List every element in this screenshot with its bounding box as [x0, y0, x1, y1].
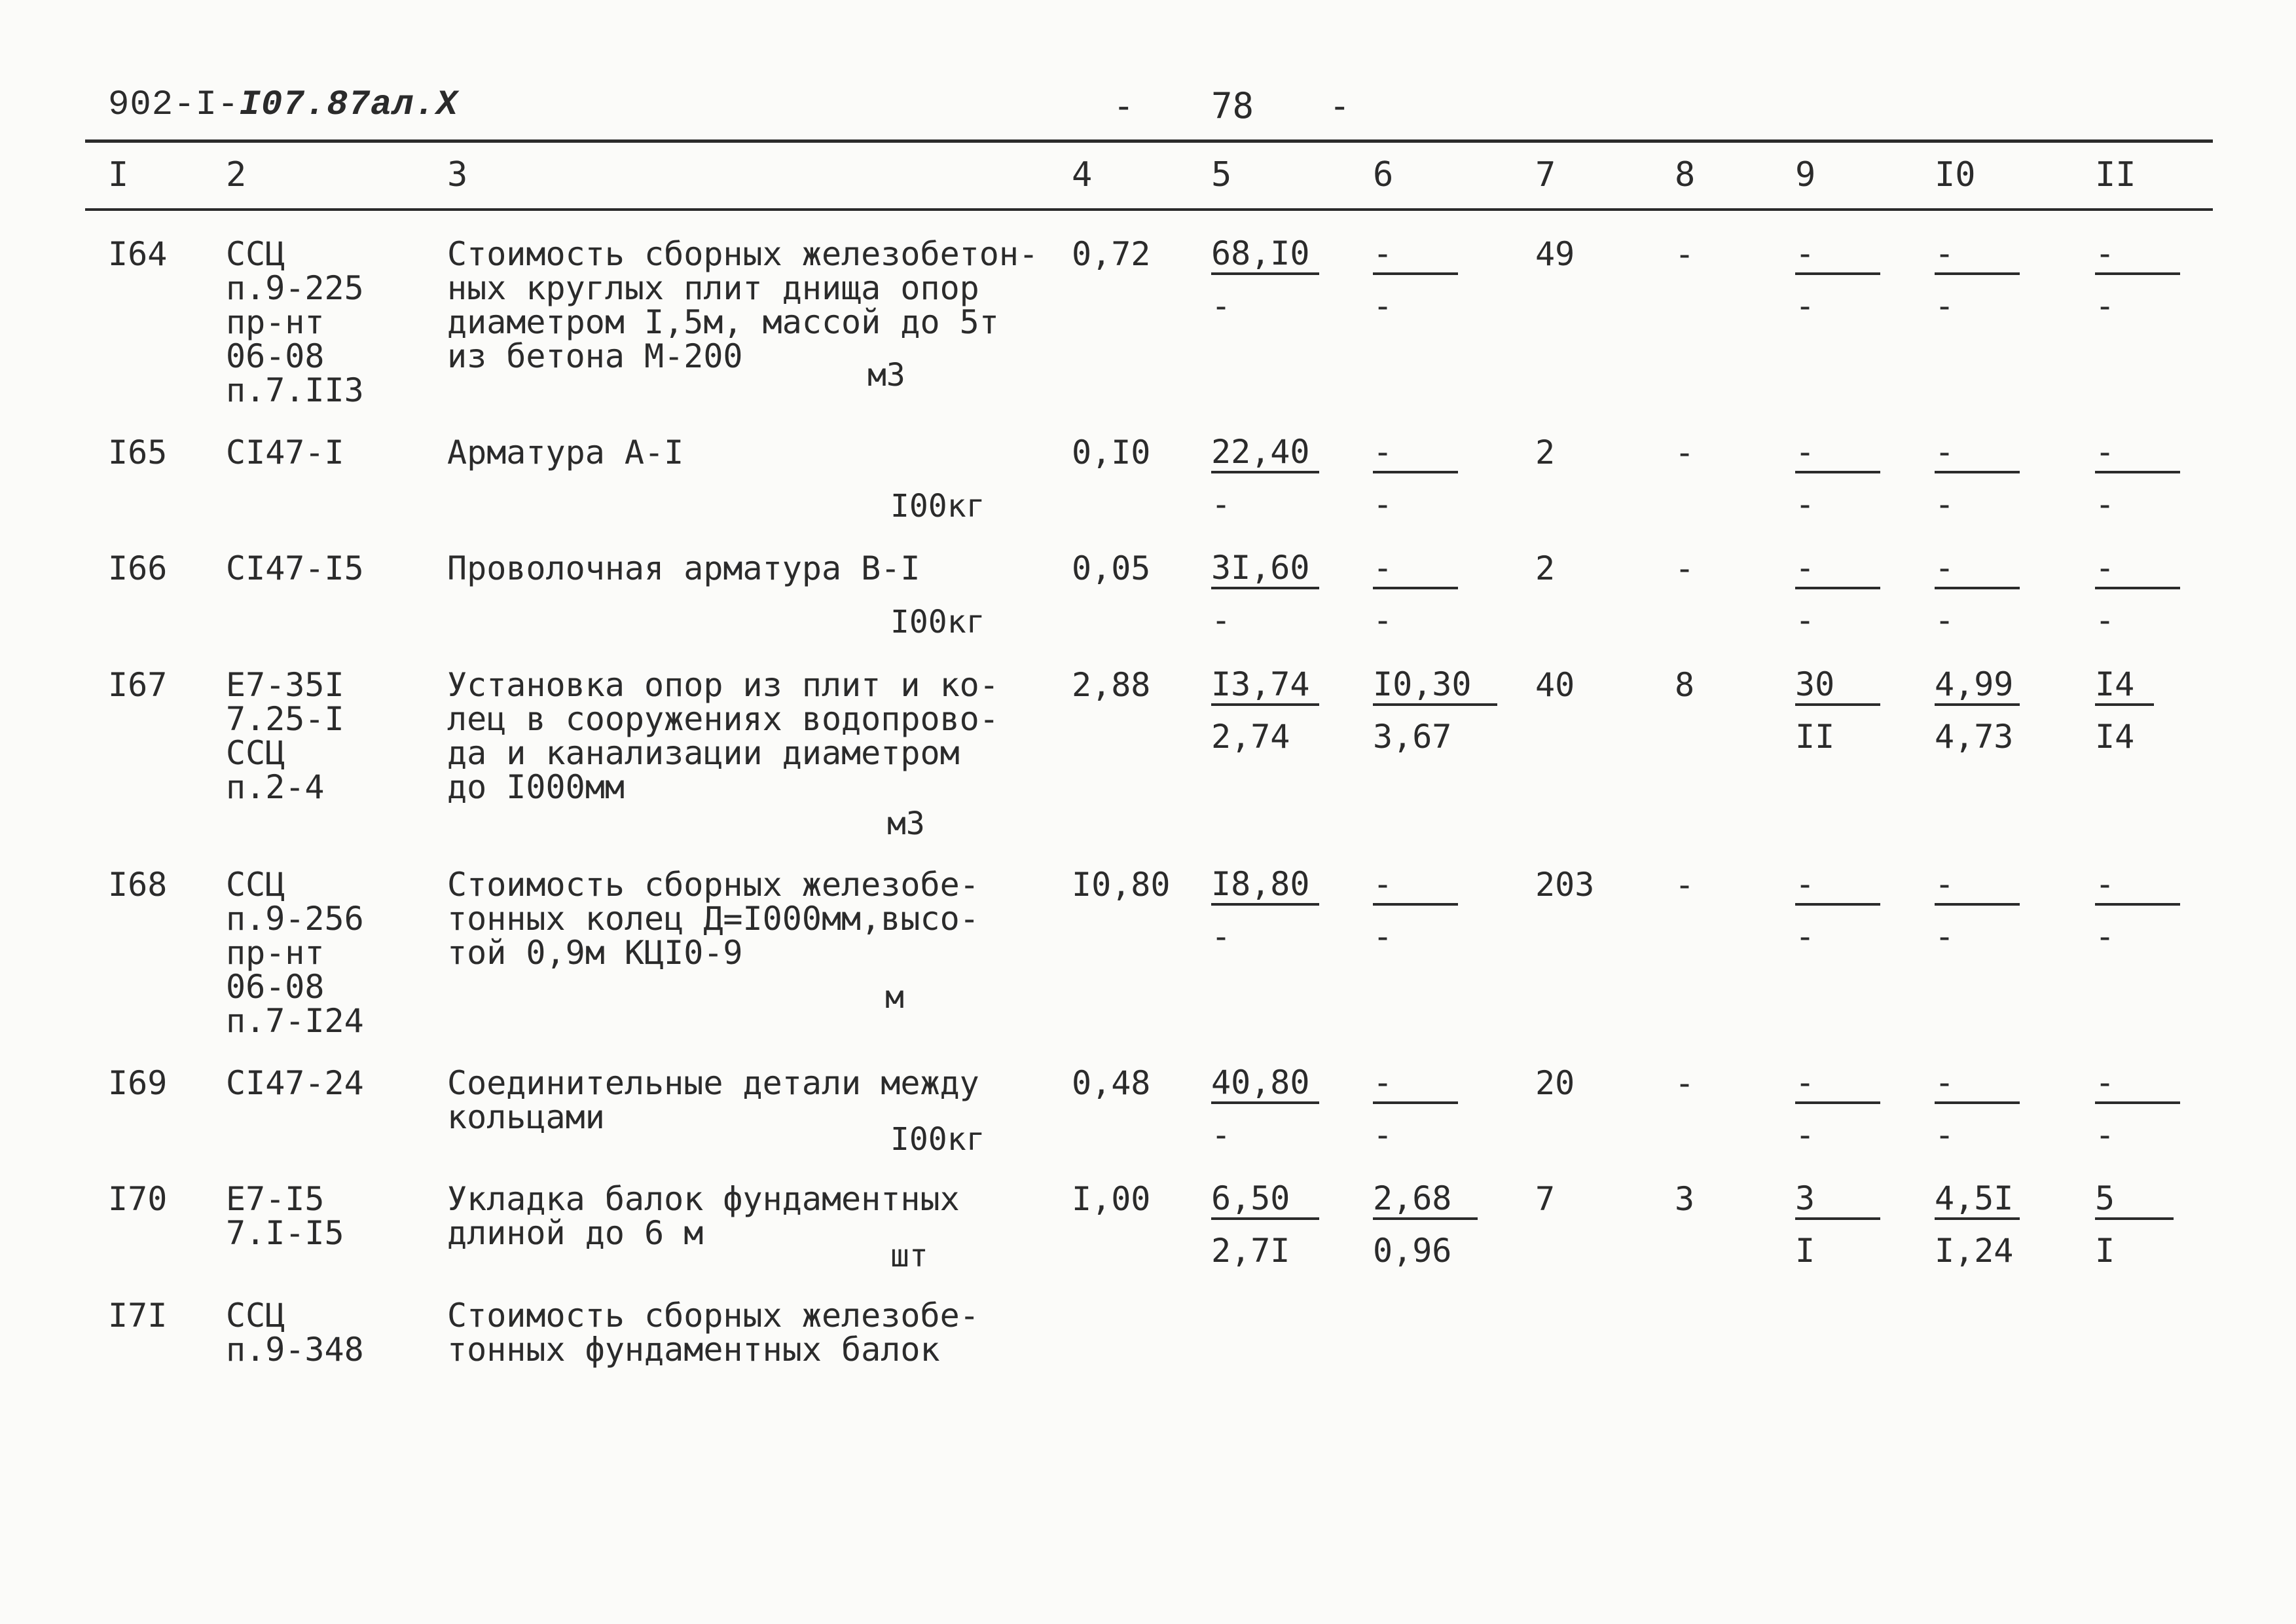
- fraction-c9: [1795, 665, 1880, 756]
- fraction-numerator: -: [1935, 865, 1955, 903]
- fraction-bar: [1211, 272, 1319, 275]
- measure-unit: м3: [867, 357, 905, 394]
- fraction-bar: [1935, 587, 2020, 589]
- fraction-numerator: -: [2095, 1063, 2115, 1101]
- fraction-denominator: -: [1373, 485, 1393, 523]
- fraction-bar: [1211, 471, 1319, 473]
- fraction-numerator: -: [1795, 865, 1815, 903]
- fraction-denominator: -: [1211, 1116, 1231, 1154]
- fraction-bar: [1211, 1101, 1319, 1104]
- norm-code: CI47-24: [226, 1064, 364, 1102]
- row-number: I68: [108, 866, 168, 904]
- quantity: 0,48: [1072, 1064, 1151, 1102]
- row-number: I69: [108, 1064, 168, 1102]
- fraction-denominator: -: [2095, 601, 2115, 639]
- fraction-c5: [1211, 1179, 1319, 1270]
- fraction-bar: [1935, 903, 2020, 906]
- fraction-c6: [1373, 1063, 1458, 1154]
- fraction-c5: [1211, 435, 1319, 521]
- fraction-denominator: -: [2095, 287, 2115, 325]
- fraction-numerator: -: [2095, 865, 2115, 903]
- fraction-denominator: -: [2095, 917, 2115, 955]
- measure-unit: м3: [887, 805, 925, 842]
- fraction-denominator: I: [2095, 1232, 2115, 1270]
- fraction-c10: [1935, 1179, 2020, 1270]
- fraction-c11: [2095, 551, 2180, 637]
- document-code-suffix: I07.87ал.X: [239, 85, 458, 125]
- fraction-denominator: -: [1795, 1116, 1815, 1154]
- fraction-denominator: II: [1795, 718, 1835, 756]
- fraction-numerator: -: [1795, 1063, 1815, 1101]
- column-header-3: 3: [447, 155, 468, 194]
- fraction-bar: [2095, 1101, 2180, 1104]
- fraction-c9: [1795, 865, 1880, 955]
- fraction-c5: [1211, 665, 1319, 756]
- fraction-denominator: 2,74: [1211, 718, 1290, 756]
- fraction-c10: [1935, 665, 2020, 756]
- fraction-c6: [1373, 551, 1458, 637]
- fraction-numerator: -: [1795, 549, 1815, 587]
- fraction-c10: [1935, 551, 2020, 637]
- quantity: 0,72: [1072, 235, 1151, 273]
- fraction-c9: [1795, 435, 1880, 521]
- fraction-numerator: 3: [1795, 1179, 1815, 1217]
- fraction-denominator: -: [1795, 287, 1815, 325]
- fraction-denominator: -: [1795, 601, 1815, 639]
- fraction-numerator: -: [1373, 865, 1393, 903]
- fraction-c5: [1211, 865, 1319, 955]
- fraction-numerator: -: [1795, 433, 1815, 471]
- fraction-numerator: -: [1373, 234, 1393, 272]
- work-description: Соединительные детали между кольцами: [447, 1064, 979, 1136]
- fraction-denominator: -: [1935, 1116, 1955, 1154]
- measure-unit: I00кг: [890, 1121, 985, 1158]
- fraction-bar: [2095, 1217, 2174, 1220]
- fraction-c6: [1373, 865, 1458, 955]
- col8-value: -: [1675, 866, 1695, 904]
- fraction-numerator: I8,80: [1211, 865, 1310, 903]
- fraction-numerator: 6,50: [1211, 1179, 1290, 1217]
- fraction-denominator: -: [1373, 601, 1393, 639]
- fraction-c11: [2095, 865, 2180, 955]
- fraction-numerator: -: [1373, 549, 1393, 587]
- fraction-c10: [1935, 1063, 2020, 1154]
- page-number: 78: [1211, 85, 1254, 126]
- fraction-numerator: 3I,60: [1211, 549, 1310, 587]
- work-description: Проволочная арматура В-I: [447, 549, 920, 587]
- col7-value: 20: [1535, 1064, 1575, 1102]
- fraction-bar: [1373, 1217, 1478, 1220]
- fraction-denominator: -: [1373, 1116, 1393, 1154]
- fraction-bar: [1795, 587, 1880, 589]
- fraction-denominator: -: [1211, 601, 1231, 639]
- fraction-bar: [1795, 703, 1880, 706]
- fraction-bar: [1211, 703, 1319, 706]
- fraction-bar: [2095, 903, 2180, 906]
- fraction-bar: [1795, 471, 1880, 473]
- fraction-numerator: -: [1373, 1063, 1393, 1101]
- col8-value: 8: [1675, 666, 1695, 704]
- document-code: [108, 85, 458, 125]
- fraction-c6: [1373, 435, 1458, 521]
- fraction-bar: [1373, 587, 1458, 589]
- fraction-numerator: -: [1935, 1063, 1955, 1101]
- fraction-denominator: -: [1211, 485, 1231, 523]
- fraction-bar: [1795, 1101, 1880, 1104]
- column-header-2: 2: [226, 155, 247, 194]
- fraction-denominator: -: [1795, 917, 1815, 955]
- quantity: I0,80: [1072, 866, 1171, 904]
- fraction-bar: [1211, 587, 1319, 589]
- column-header-7: 7: [1535, 155, 1556, 194]
- fraction-numerator: -: [1935, 433, 1955, 471]
- column-header-9: 9: [1795, 155, 1816, 194]
- fraction-numerator: 68,I0: [1211, 234, 1310, 272]
- norm-code: CI47-I: [226, 434, 344, 471]
- col7-value: 7: [1535, 1180, 1556, 1218]
- quantity: I,00: [1072, 1180, 1151, 1218]
- row-number: I64: [108, 235, 168, 273]
- work-description: Арматура А-I: [447, 434, 684, 471]
- fraction-bar: [1935, 471, 2020, 473]
- fraction-bar: [1935, 1101, 2020, 1104]
- column-header-1: I: [108, 155, 129, 194]
- fraction-denominator: -: [2095, 1116, 2115, 1154]
- measure-unit: I00кг: [890, 604, 985, 640]
- fraction-numerator: 40,80: [1211, 1063, 1310, 1101]
- quantity: 2,88: [1072, 666, 1151, 704]
- fraction-c11: [2095, 1063, 2180, 1154]
- quantity: 0,I0: [1072, 434, 1151, 471]
- col8-value: 3: [1675, 1180, 1695, 1218]
- fraction-denominator: 2,7I: [1211, 1232, 1290, 1270]
- fraction-c5: [1211, 234, 1319, 325]
- table-header-rule: [85, 208, 2213, 211]
- fraction-bar: [2095, 471, 2180, 473]
- column-header-4: 4: [1072, 155, 1093, 194]
- measure-unit: I00кг: [890, 488, 985, 525]
- fraction-denominator: 3,67: [1373, 718, 1452, 756]
- fraction-c11: [2095, 234, 2180, 325]
- fraction-bar: [1795, 1217, 1880, 1220]
- norm-code: CI47-I5: [226, 549, 364, 587]
- column-header-8: 8: [1675, 155, 1696, 194]
- fraction-numerator: I4: [2095, 665, 2135, 703]
- col7-value: 49: [1535, 235, 1575, 273]
- work-description: Стоимость сборных железобетон- ных круглых плит днища опор диаметром I,5м, массой до 5т из бетона М-200: [447, 235, 1039, 375]
- work-description: Стоимость сборных железобе- тонных колец Д=I000мм,высо- той 0,9м КЦI0-9: [447, 866, 979, 972]
- fraction-numerator: 30: [1795, 665, 1835, 703]
- column-header-11: II: [2095, 155, 2136, 194]
- fraction-numerator: 4,99: [1935, 665, 2014, 703]
- col8-value: -: [1675, 235, 1695, 273]
- fraction-bar: [1935, 272, 2020, 275]
- fraction-c9: [1795, 1063, 1880, 1154]
- fraction-bar: [2095, 272, 2180, 275]
- fraction-c11: [2095, 665, 2154, 756]
- fraction-c9: [1795, 1179, 1880, 1270]
- fraction-bar: [1795, 903, 1880, 906]
- fraction-denominator: -: [2095, 485, 2115, 523]
- col8-value: -: [1675, 1064, 1695, 1102]
- fraction-denominator: -: [1795, 485, 1815, 523]
- fraction-bar: [1211, 1217, 1319, 1220]
- page-dash-left: -: [1113, 85, 1135, 126]
- work-description: Стоимость сборных железобе- тонных фундаментных балок: [447, 1297, 979, 1369]
- fraction-c9: [1795, 551, 1880, 637]
- fraction-numerator: 5: [2095, 1179, 2115, 1217]
- fraction-numerator: -: [2095, 234, 2115, 272]
- fraction-numerator: 2,68: [1373, 1179, 1452, 1217]
- fraction-numerator: -: [2095, 549, 2115, 587]
- document-code-prefix: 902-I-: [108, 85, 240, 125]
- fraction-c10: [1935, 865, 2020, 955]
- fraction-numerator: I3,74: [1211, 665, 1310, 703]
- fraction-denominator: -: [1935, 485, 1955, 523]
- fraction-denominator: 4,73: [1935, 718, 2014, 756]
- col8-value: -: [1675, 549, 1695, 587]
- fraction-denominator: -: [1935, 917, 1955, 955]
- fraction-bar: [2095, 587, 2180, 589]
- row-number: I70: [108, 1180, 168, 1218]
- fraction-c11: [2095, 1179, 2174, 1270]
- work-description: Установка опор из плит и ко- лец в сооружениях водопрово- да и канализации диаметром до I000мм: [447, 666, 999, 806]
- fraction-numerator: -: [1935, 549, 1955, 587]
- fraction-c11: [2095, 435, 2180, 521]
- fraction-bar: [1935, 703, 2020, 706]
- fraction-c6: [1373, 1179, 1478, 1270]
- fraction-denominator: -: [1211, 917, 1231, 955]
- fraction-bar: [2095, 703, 2154, 706]
- fraction-bar: [1373, 703, 1497, 706]
- fraction-denominator: -: [1373, 917, 1393, 955]
- fraction-denominator: 0,96: [1373, 1232, 1452, 1270]
- measure-unit: шт: [890, 1238, 928, 1274]
- col7-value: 203: [1535, 866, 1595, 904]
- fraction-denominator: -: [1935, 287, 1955, 325]
- fraction-numerator: -: [1795, 234, 1815, 272]
- fraction-bar: [1373, 1101, 1458, 1104]
- fraction-c5: [1211, 1063, 1319, 1154]
- norm-code: Е7-I5 7.I-I5: [226, 1180, 344, 1252]
- table-top-rule: [85, 139, 2213, 143]
- fraction-c6: [1373, 665, 1497, 756]
- fraction-bar: [1373, 903, 1458, 906]
- norm-code: ССЦ п.9-348: [226, 1297, 364, 1369]
- fraction-denominator: I4: [2095, 718, 2135, 756]
- fraction-c10: [1935, 435, 2020, 521]
- fraction-denominator: I: [1795, 1232, 1815, 1270]
- col7-value: 2: [1535, 434, 1556, 471]
- fraction-denominator: -: [1373, 287, 1393, 325]
- norm-code: Е7-35I 7.25-I ССЦ п.2-4: [226, 666, 344, 806]
- fraction-bar: [1795, 272, 1880, 275]
- column-header-10: I0: [1935, 155, 1976, 194]
- row-number: I7I: [108, 1297, 168, 1335]
- fraction-c6: [1373, 234, 1458, 325]
- fraction-denominator: -: [1211, 287, 1231, 325]
- norm-code: ССЦ п.9-225 пр-нт 06-08 п.7.II3: [226, 235, 364, 409]
- fraction-denominator: I,24: [1935, 1232, 2014, 1270]
- col7-value: 2: [1535, 549, 1556, 587]
- fraction-bar: [1935, 1217, 2020, 1220]
- fraction-numerator: -: [1935, 234, 1955, 272]
- fraction-numerator: 22,40: [1211, 433, 1310, 471]
- column-header-5: 5: [1211, 155, 1232, 194]
- fraction-bar: [1211, 903, 1319, 906]
- fraction-denominator: -: [1935, 601, 1955, 639]
- fraction-c5: [1211, 551, 1319, 637]
- page-dash-right: -: [1329, 85, 1351, 126]
- fraction-numerator: I0,30: [1373, 665, 1472, 703]
- row-number: I67: [108, 666, 168, 704]
- fraction-numerator: 4,5I: [1935, 1179, 2014, 1217]
- work-description: Укладка балок фундаментных длиной до 6 м: [447, 1180, 960, 1252]
- row-number: I66: [108, 549, 168, 587]
- fraction-numerator: -: [2095, 433, 2115, 471]
- fraction-c10: [1935, 234, 2020, 325]
- quantity: 0,05: [1072, 549, 1151, 587]
- fraction-bar: [1373, 272, 1458, 275]
- fraction-bar: [1373, 471, 1458, 473]
- row-number: I65: [108, 434, 168, 471]
- col7-value: 40: [1535, 666, 1575, 704]
- col8-value: -: [1675, 434, 1695, 471]
- norm-code: ССЦ п.9-256 пр-нт 06-08 п.7-I24: [226, 866, 364, 1040]
- fraction-numerator: -: [1373, 433, 1393, 471]
- measure-unit: м: [885, 979, 904, 1016]
- fraction-c9: [1795, 234, 1880, 325]
- column-header-6: 6: [1373, 155, 1394, 194]
